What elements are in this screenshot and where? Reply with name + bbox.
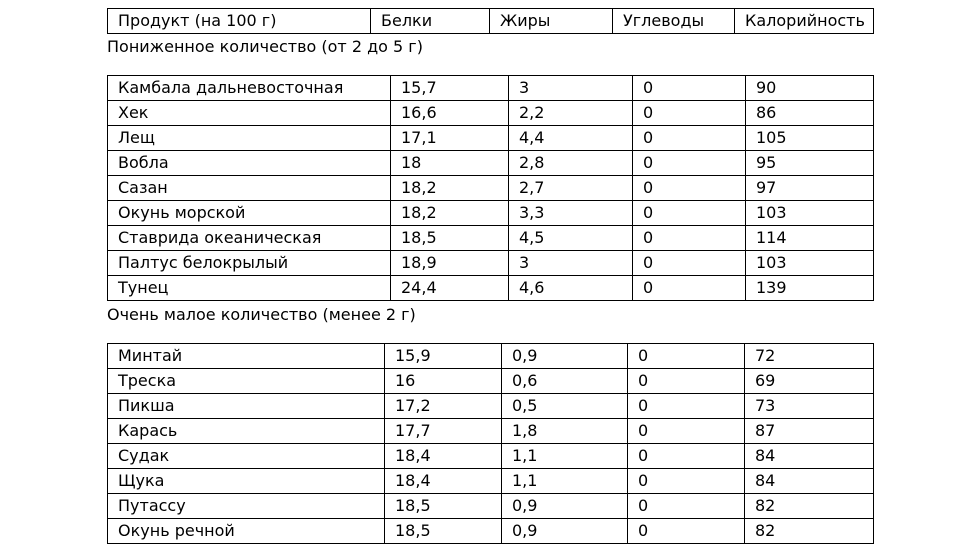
table-row xyxy=(108,444,874,469)
cell-protein: 17,7 xyxy=(385,419,502,444)
cell-carbs: 0 xyxy=(628,369,745,394)
cell-calories: 84 xyxy=(745,444,874,469)
cell-carbs: 0 xyxy=(628,419,745,444)
cell-product: Лещ xyxy=(108,126,391,151)
cell-product: Сазан xyxy=(108,176,391,201)
cell-fat: 0,6 xyxy=(502,369,628,394)
cell-protein: 15,9 xyxy=(385,344,502,369)
table-row xyxy=(108,419,874,444)
header-cell-product: Продукт (на 100 г) xyxy=(108,9,371,34)
cell-product: Щука xyxy=(108,469,385,494)
cell-protein: 18,4 xyxy=(385,444,502,469)
table-row xyxy=(108,519,874,544)
header-cell-fat: Жиры xyxy=(490,9,613,34)
cell-product: Минтай xyxy=(108,344,385,369)
cell-protein: 16 xyxy=(385,369,502,394)
cell-carbs: 0 xyxy=(633,126,746,151)
header-cell-calories: Калорийность xyxy=(735,9,874,34)
table-row xyxy=(108,151,874,176)
cell-calories: 72 xyxy=(745,344,874,369)
cell-product: Путассу xyxy=(108,494,385,519)
table-body xyxy=(108,344,874,544)
cell-calories: 114 xyxy=(746,226,874,251)
cell-calories: 84 xyxy=(745,469,874,494)
cell-fat: 0,5 xyxy=(502,394,628,419)
cell-product: Ставрида океаническая xyxy=(108,226,391,251)
cell-protein: 15,7 xyxy=(391,76,509,101)
cell-fat: 1,1 xyxy=(502,469,628,494)
table-row xyxy=(108,494,874,519)
cell-product: Тунец xyxy=(108,276,391,301)
cell-product: Камбала дальневосточная xyxy=(108,76,391,101)
cell-protein: 18,9 xyxy=(391,251,509,276)
table-row xyxy=(108,469,874,494)
cell-product: Палтус белокрылый xyxy=(108,251,391,276)
table-very-low-fat xyxy=(107,343,874,544)
table-row xyxy=(108,226,874,251)
cell-fat: 4,4 xyxy=(509,126,633,151)
cell-calories: 139 xyxy=(746,276,874,301)
cell-fat: 2,7 xyxy=(509,176,633,201)
cell-carbs: 0 xyxy=(628,394,745,419)
cell-product: Хек xyxy=(108,101,391,126)
cell-product: Треска xyxy=(108,369,385,394)
section-title-very-low: Очень малое количество (менее 2 г) xyxy=(107,305,416,324)
cell-fat: 3 xyxy=(509,76,633,101)
cell-carbs: 0 xyxy=(628,469,745,494)
cell-fat: 1,8 xyxy=(502,419,628,444)
table-row xyxy=(108,276,874,301)
cell-product: Окунь речной xyxy=(108,519,385,544)
cell-product: Пикша xyxy=(108,394,385,419)
table-row xyxy=(108,101,874,126)
cell-protein: 18,2 xyxy=(391,201,509,226)
cell-carbs: 0 xyxy=(633,226,746,251)
header-cell-protein: Белки xyxy=(371,9,490,34)
table-row xyxy=(108,394,874,419)
cell-calories: 69 xyxy=(745,369,874,394)
cell-fat: 1,1 xyxy=(502,444,628,469)
cell-calories: 103 xyxy=(746,201,874,226)
cell-carbs: 0 xyxy=(633,176,746,201)
cell-carbs: 0 xyxy=(628,519,745,544)
cell-product: Судак xyxy=(108,444,385,469)
table-row xyxy=(108,126,874,151)
cell-calories: 105 xyxy=(746,126,874,151)
table-row xyxy=(108,201,874,226)
cell-calories: 73 xyxy=(745,394,874,419)
table-row xyxy=(108,344,874,369)
cell-fat: 4,5 xyxy=(509,226,633,251)
table-reduced-fat xyxy=(107,75,874,301)
cell-carbs: 0 xyxy=(628,344,745,369)
cell-calories: 97 xyxy=(746,176,874,201)
table-row xyxy=(108,76,874,101)
cell-fat: 0,9 xyxy=(502,344,628,369)
cell-fat: 0,9 xyxy=(502,494,628,519)
cell-carbs: 0 xyxy=(633,276,746,301)
cell-protein: 24,4 xyxy=(391,276,509,301)
cell-product: Карась xyxy=(108,419,385,444)
cell-carbs: 0 xyxy=(633,251,746,276)
cell-protein: 18,5 xyxy=(385,519,502,544)
cell-protein: 18,4 xyxy=(385,469,502,494)
section-title-reduced: Пониженное количество (от 2 до 5 г) xyxy=(107,37,423,56)
cell-carbs: 0 xyxy=(633,151,746,176)
cell-protein: 16,6 xyxy=(391,101,509,126)
cell-carbs: 0 xyxy=(633,76,746,101)
cell-fat: 4,6 xyxy=(509,276,633,301)
table-row xyxy=(108,251,874,276)
table-row xyxy=(108,369,874,394)
cell-fat: 2,8 xyxy=(509,151,633,176)
cell-calories: 82 xyxy=(745,494,874,519)
cell-calories: 87 xyxy=(745,419,874,444)
cell-carbs: 0 xyxy=(628,494,745,519)
cell-calories: 86 xyxy=(746,101,874,126)
cell-protein: 17,2 xyxy=(385,394,502,419)
cell-fat: 0,9 xyxy=(502,519,628,544)
cell-carbs: 0 xyxy=(628,444,745,469)
cell-calories: 82 xyxy=(745,519,874,544)
cell-fat: 2,2 xyxy=(509,101,633,126)
table-body xyxy=(108,76,874,301)
cell-calories: 90 xyxy=(746,76,874,101)
cell-product: Вобла xyxy=(108,151,391,176)
cell-protein: 18,5 xyxy=(385,494,502,519)
cell-calories: 103 xyxy=(746,251,874,276)
header-row xyxy=(108,9,874,34)
cell-protein: 17,1 xyxy=(391,126,509,151)
cell-protein: 18 xyxy=(391,151,509,176)
cell-fat: 3 xyxy=(509,251,633,276)
cell-protein: 18,5 xyxy=(391,226,509,251)
cell-fat: 3,3 xyxy=(509,201,633,226)
cell-carbs: 0 xyxy=(633,101,746,126)
header-cell-carbs: Углеводы xyxy=(613,9,735,34)
header-table xyxy=(107,8,874,34)
cell-product: Окунь морской xyxy=(108,201,391,226)
cell-calories: 95 xyxy=(746,151,874,176)
table-row xyxy=(108,176,874,201)
cell-carbs: 0 xyxy=(633,201,746,226)
cell-protein: 18,2 xyxy=(391,176,509,201)
